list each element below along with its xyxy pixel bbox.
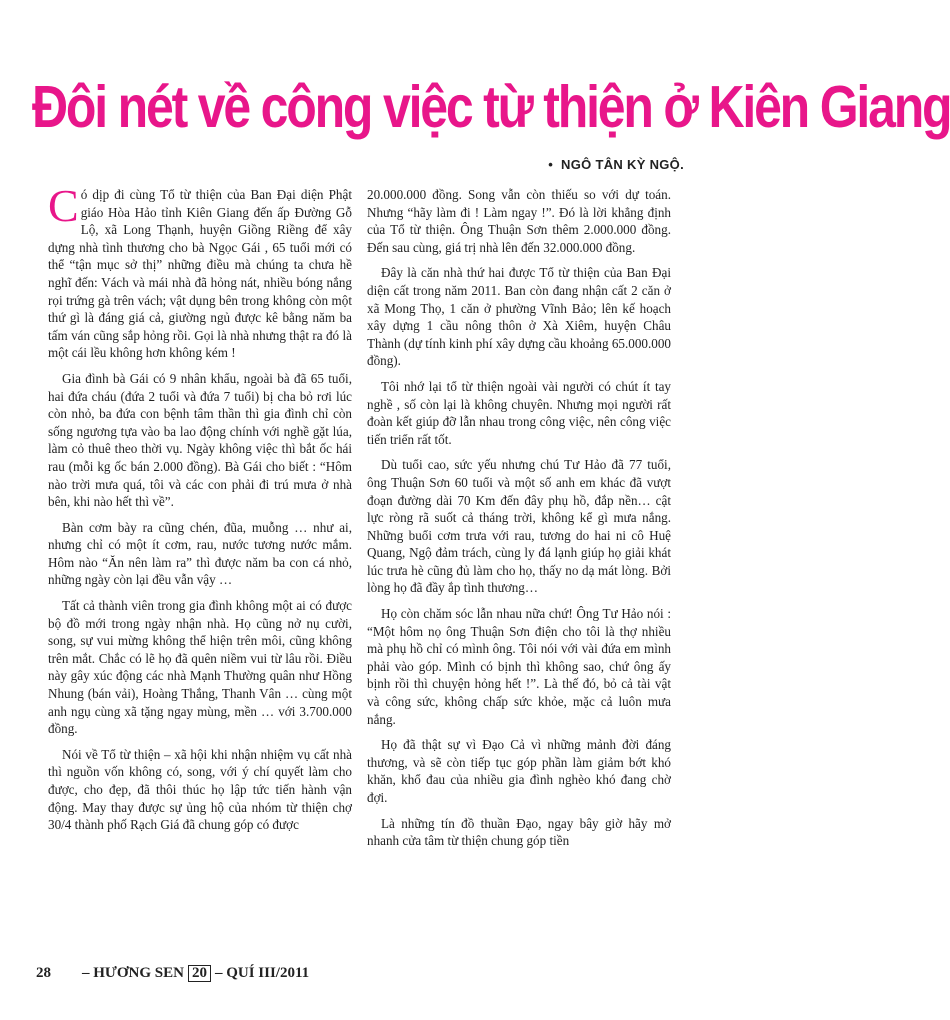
paragraph: Họ đã thật sự vì Đạo Cả vì những mảnh đời đáng thương, và sẽ còn tiếp tục góp phần làm giảm bớt khó khăn, khổ đau của nhiều gia đình nghèo khó đang chờ đợi. xyxy=(367,737,671,805)
left-column xyxy=(48,180,352,948)
magazine-name: – HƯƠNG SEN xyxy=(82,965,184,981)
paragraph: 20.000.000 đồng. Song vẫn còn thiếu so với dự toán. Nhưng “hãy làm đi ! Làm ngay !”. Đó là lời khẳng định của Tổ từ thiện. Ông Thuận Sơn thêm 2.000.000 đồng. Đến sau cùng, giá trị nhà lên đến 32.000.000 đồng. xyxy=(367,187,671,255)
paragraph: Tôi nhớ lại tổ từ thiện ngoài vài người có chút ít tay nghề , số còn lại là không chuyên. Nhưng mọi người rất đoàn kết giúp đỡ lẫn nhau trong công việc, nên công việc tiến triển rất tốt. xyxy=(367,378,671,447)
paragraph-text: ó dịp đi cùng Tổ từ thiện của Ban Đại diện Phật giáo Hòa Hảo tỉnh Kiên Giang đến ấp Đường Gỗ Lộ, xã Long Thạnh, huyện Giồng Riềng để xây dựng nhà tình thương cho bà Ngọc Gái , 65 tuổi mới có thể “tận mục sở thị” những điều mà chúng ta chưa hề nghĩ đến: Vách và mái nhà đã hỏng nát, nhiều bóng nắng rọi trứng gà trên vách; vật dụng bên trong không còn một thứ gì là đáng giá cả, giường ngủ được kê bằng năm ba tấm ván cũng sắp hỏng rồi. Gọi là nhà nhưng thật ra đó là một cái lều không hơn không kém ! xyxy=(48,187,352,361)
issue-number-box: 20 xyxy=(188,965,211,982)
paragraph: Là những tín đồ thuần Đạo, ngay bây giờ hãy mở nhanh cửa tâm từ thiện chung góp tiền xyxy=(367,815,671,849)
paragraph: Bàn cơm bày ra cũng chén, đũa, muỗng … như ai, nhưng chỉ có một ít cơm, rau, nước tương nước mắm. Hôm nào “Ăn nên làm ra” thì được năm ba con cá nhỏ, những ngày còn lại đều vẫn vậy … xyxy=(48,519,352,588)
issue-quarter: – QUÍ III/2011 xyxy=(214,965,310,981)
paragraph: Nói về Tổ từ thiện – xã hội khi nhận nhiệm vụ cất nhà thì nguồn vốn không có, song, với ý chí quyết làm cho được, cho đẹp, đã thôi thúc họ lập tức tiến hành vận động. May thay được sự ủng hộ của nhóm từ thiện chợ 30/4 thành phố Rạch Giá đã chung góp có được xyxy=(48,746,352,833)
article-byline xyxy=(548,157,684,172)
paragraph xyxy=(48,180,352,362)
page-footer xyxy=(36,965,309,982)
paragraph: Đây là căn nhà thứ hai được Tổ từ thiện của Ban Đại diện cất trong năm 2011. Ban còn đang nhận cất 2 căn ở xã Mong Thọ, 1 căn ở phường Vĩnh Bảo; lên kế hoạch xây dựng 1 cầu nông thôn ở Xà Xiêm, huyện Châu Thành (dự tính kinh phí xây dựng cầu khoảng 65.000.000 đồng). xyxy=(367,265,671,369)
bullet-icon: • xyxy=(548,157,554,172)
paragraph: Tất cả thành viên trong gia đình không một ai có được bộ đồ mới trong ngày nhận nhà. Họ cũng nở nụ cười, song, sự vui mừng không thể hiện trên môi, cũng không trên mắt. Chắc có lẽ họ đã quên niềm vui từ lâu rồi. Điều này gây xúc động các nhà Mạnh Thường quân như Hồng Nhung (bán vải), Hoàng Thắng, Thanh Vân … cùng một anh ngụ cùng xã tặng ngay mùng, mền … với 3.700.000 đồng. xyxy=(48,598,352,737)
drop-cap: C xyxy=(48,180,79,231)
page-number: 28 xyxy=(36,965,51,981)
right-column xyxy=(367,186,671,948)
article-title: Đôi nét về công việc từ thiện ở Kiên Giang xyxy=(32,73,950,141)
paragraph: Họ còn chăm sóc lẫn nhau nữa chứ! Ông Tư Hảo nói : “Một hôm nọ ông Thuận Sơn điện cho tôi là thợ nhiều mà phụ hồ chỉ có mình ông. Tôi nói với vài đứa em mình phải vào góp. Mình có bịnh thì không sao, chứ ông ấy bịnh rồi thì chuyện hỏng hết !”. Là thế đó, bỏ cả tài vật và công sức, không chấp sức khỏe, mặc cả luôn mưa nắng. xyxy=(367,606,671,727)
author-name: NGÔ TÂN KỲ NGỘ. xyxy=(561,157,684,172)
paragraph: Dù tuổi cao, sức yếu nhưng chú Tư Hảo đã 77 tuổi, ông Thuận Sơn 60 tuổi và một số anh em khác đã vượt đoạn đường dài 70 Km đến đây phụ hồ, đắp nền… cật lực ròng rã suốt cả tháng trời, không kể gì mưa nắng. Những buổi cơm trưa với rau, tương do hai ni cô Huệ Quang, Ngộ đảm trách, cùng ly đá lạnh giúp họ giải khát lúc trưa hè cũng đủ làm cho họ, thấy no dạ mát lòng. Bởi lòng họ đã đầy ắp tình thương… xyxy=(367,457,671,596)
paragraph: Gia đình bà Gái có 9 nhân khẩu, ngoài bà đã 65 tuổi, hai đứa cháu (đứa 2 tuổi và đứa 7 tuổi) bị cha bỏ rơi lúc còn nhỏ, ba đứa con bệnh tâm thần thì gia đình chỉ còn sống ngương tựa vào ba lao động chính với nghề gặt lúa, làm cỏ thuê theo thời vụ. Ngày không việc thì bắt ốc hái rau (mỗi kg ốc bán 2.000 đồng). Bà Gái cho biết : “Hôm nào trời mưa quá, tôi và các con phải đi trú mưa ở nhà bên, khi nào hết thì về”. xyxy=(48,370,352,510)
